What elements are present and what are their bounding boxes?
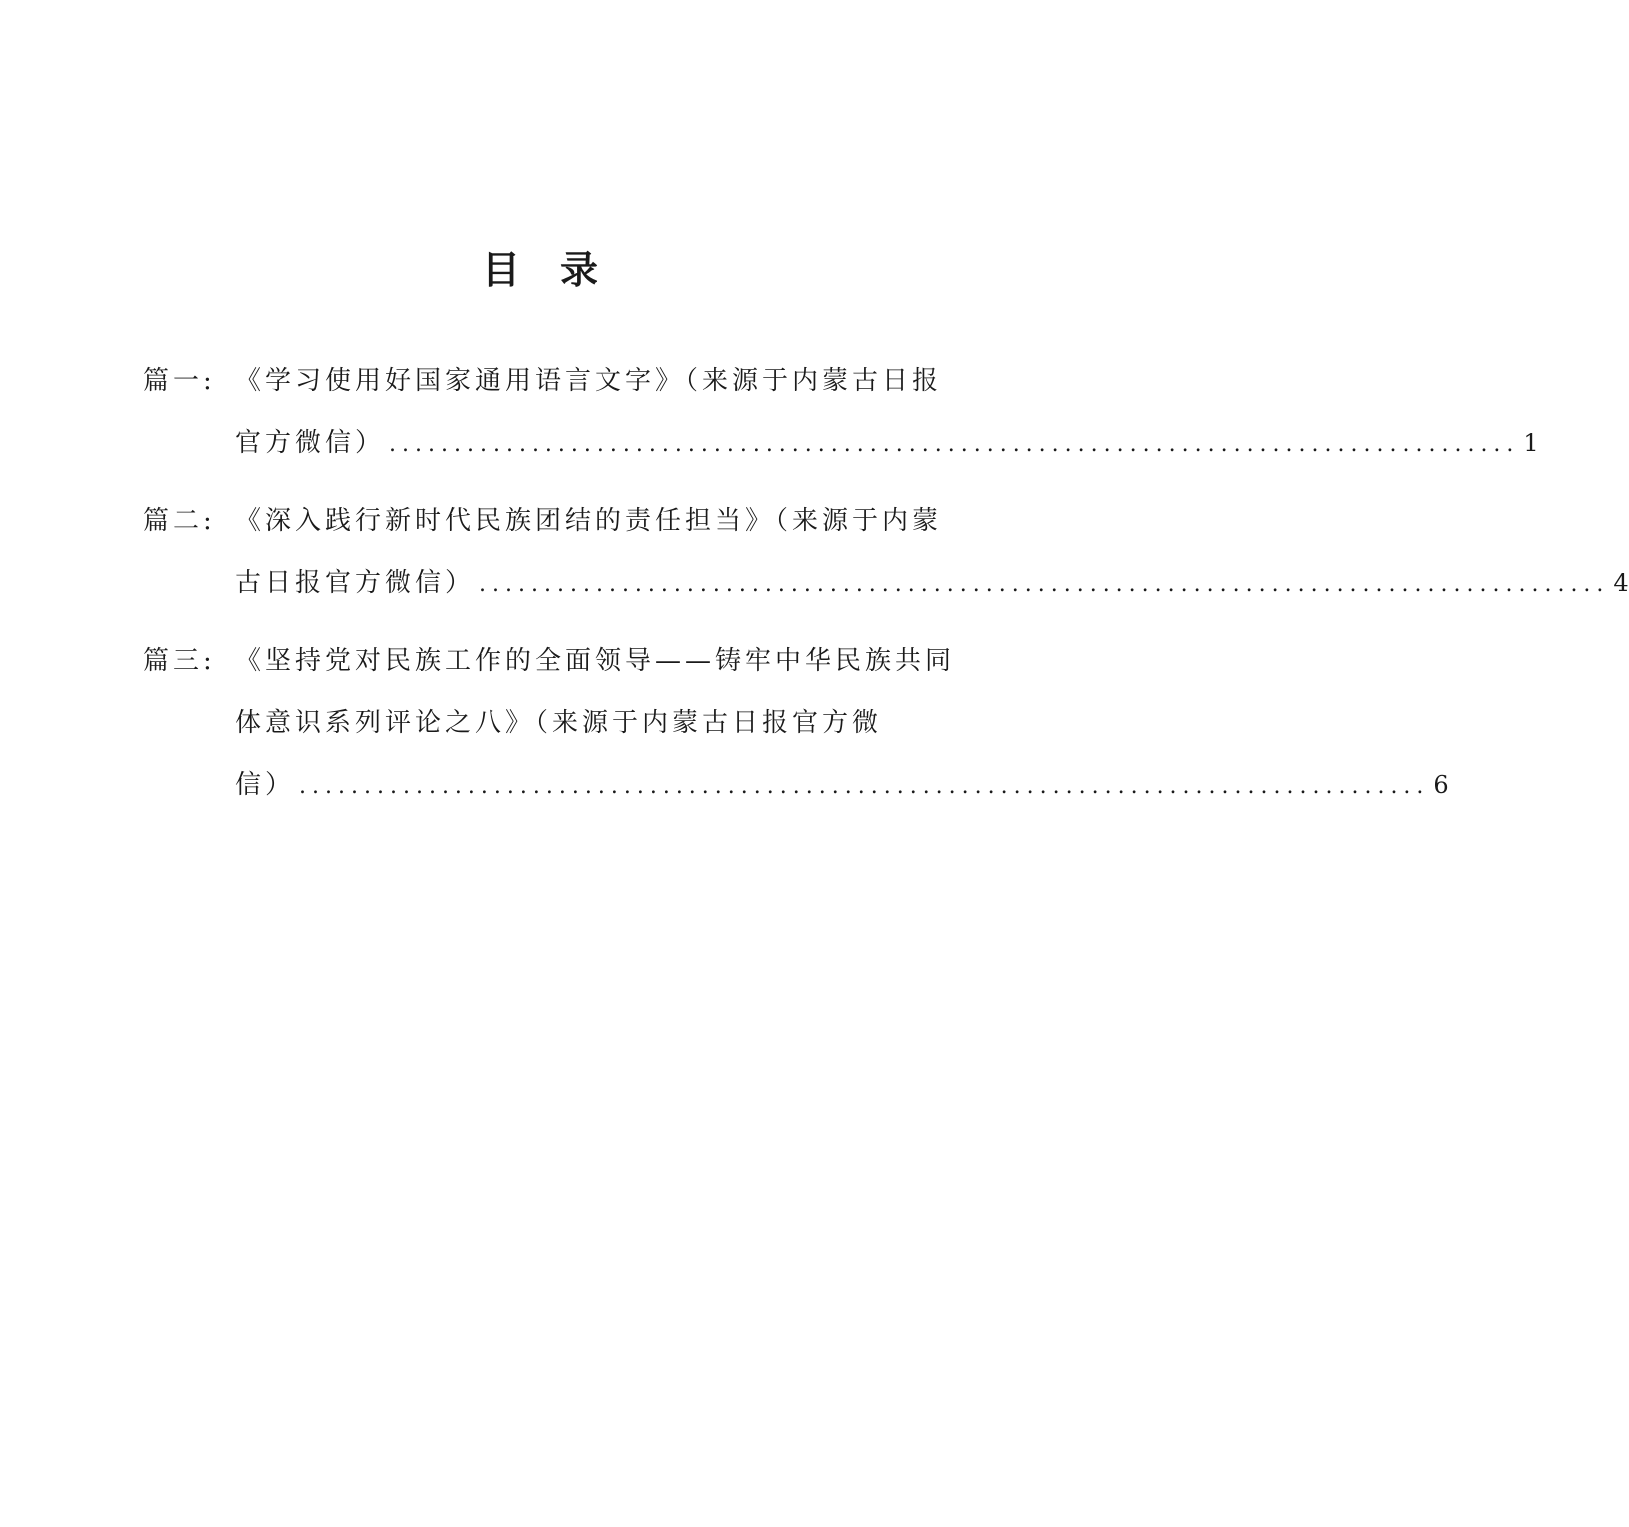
toc-page-number: 6 [1433,771,1449,799]
table-of-contents [143,350,1629,832]
dot-leader: ....................................................................................... [299,774,1430,799]
toc-entry-title-cont: 体意识系列评论之八》（来源于内蒙古日报官方微 [235,708,883,738]
toc-entry-label: 篇一: [143,366,216,396]
page-title [0,240,1080,300]
dot-leader: ....................................................................................... [479,572,1610,597]
toc-page-number: 4 [1613,569,1629,597]
title-char-2: 录 [560,248,599,292]
toc-entry-1[interactable] [143,350,1539,474]
toc-page-number: 1 [1523,429,1539,457]
toc-entry-title: 《坚持党对民族工作的全面领导——铸牢中华民族共同 [235,646,956,676]
toc-entry-title-cont: 官方微信） [235,428,386,458]
toc-entry-title-cont: 古日报官方微信） [235,568,476,598]
dot-leader: ....................................................................................... [389,432,1520,457]
toc-entry-title-cont: 信） [235,770,296,800]
toc-entry-title: 《深入践行新时代民族团结的责任担当》（来源于内蒙 [235,506,943,536]
toc-entry-label: 篇三: [143,646,216,676]
title-char-1: 目 [481,248,520,292]
toc-entry-label: 篇二: [143,506,216,536]
toc-entry-3[interactable] [143,630,1449,816]
toc-entry-title: 《学习使用好国家通用语言文字》（来源于内蒙古日报 [235,366,943,396]
toc-entry-2[interactable] [143,490,1629,614]
